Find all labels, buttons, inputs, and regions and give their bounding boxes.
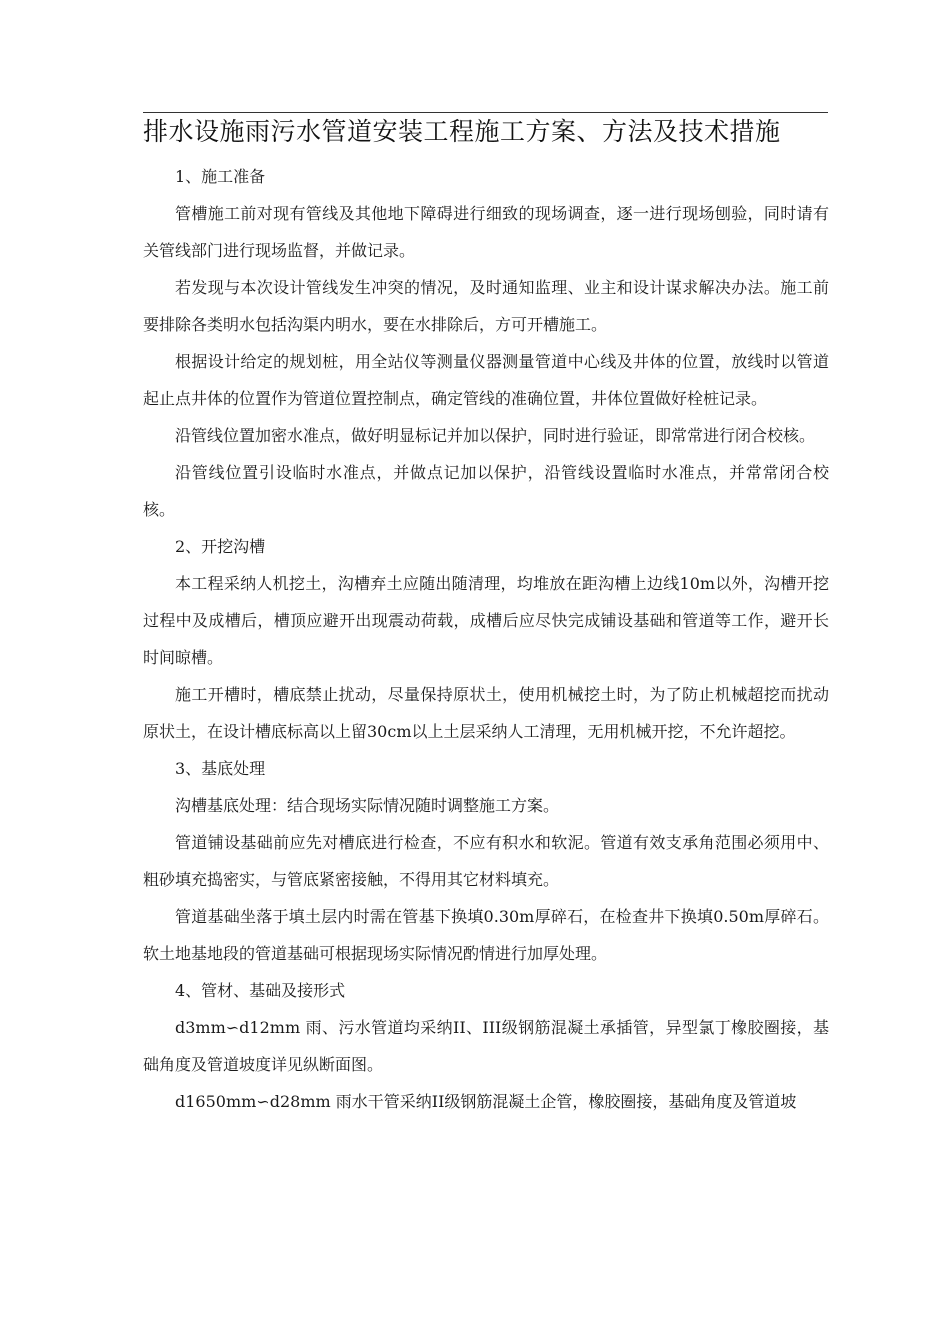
paragraph: 管道铺设基础前应先对槽底进行检查，不应有积水和软泥。管道有效支承角范围必须用中、粗砂填充捣密实，与管底紧密接触，不得用其它材料填充。: [143, 833, 829, 889]
paragraph: d1650mm∽d28mm 雨水干管采纳II级钢筋混凝土企管，橡胶圈接，基础角度及管道坡: [175, 1092, 797, 1111]
section-heading-pipe-materials: 4、管材、基础及接形式: [175, 981, 346, 1000]
paragraph: 施工开槽时，槽底禁止扰动，尽量保持原状土，使用机械挖土时，为了防止机械超挖而扰动原状土，在设计槽底标高以上留30cm以上土层采纳人工清理，无用机械开挖，不允许超挖。: [143, 685, 829, 741]
paragraph: 管槽施工前对现有管线及其他地下障碍进行细致的现场调查，逐一进行现场刨验，同时请有关管线部门进行现场监督，并做记录。: [143, 204, 829, 260]
paragraph: 本工程采纳人机挖土，沟槽弃土应随出随清理，均堆放在距沟槽上边线10m以外，沟槽开挖过程中及成槽后，槽顶应避开出现震动荷载，成槽后应尽快完成铺设基础和管道等工作，避开长时间晾槽。: [143, 574, 829, 667]
section-heading-preparation: 1、施工准备: [175, 167, 266, 186]
document-title: 排水设施雨污水管道安装工程施工方案、方法及技术措施: [143, 117, 781, 146]
section-heading-excavation: 2、开挖沟槽: [175, 537, 266, 556]
document-body: [143, 158, 829, 1120]
paragraph: 若发现与本次设计管线发生冲突的情况，及时通知监理、业主和设计谋求解决办法。施工前要排除各类明水包括沟渠内明水，要在水排除后，方可开槽施工。: [143, 278, 829, 334]
header-rule: [143, 112, 828, 113]
paragraph: 沟槽基底处理：结合现场实际情况随时调整施工方案。: [175, 796, 560, 815]
paragraph: 沿管线位置引设临时水准点，并做点记加以保护，沿管线设置临时水准点，并常常闭合校核。: [143, 463, 829, 519]
paragraph: 根据设计给定的规划桩，用全站仪等测量仪器测量管道中心线及井体的位置，放线时以管道起止点井体的位置作为管道位置控制点，确定管线的准确位置，井体位置做好栓桩记录。: [143, 352, 829, 408]
paragraph: 管道基础坐落于填土层内时需在管基下换填0.30m厚碎石，在检查井下换填0.50m厚碎石。软土地基地段的管道基础可根据现场实际情况酌情进行加厚处理。: [143, 907, 829, 963]
paragraph: 沿管线位置加密水准点，做好明显标记并加以保护，同时进行验证，即常常进行闭合校核。: [175, 426, 816, 445]
section-heading-foundation: 3、基底处理: [175, 759, 266, 778]
paragraph: d3mm∽d12mm 雨、污水管道均采纳II、III级钢筋混凝土承插管，异型氯丁橡胶圈接，基础角度及管道坡度详见纵断面图。: [143, 1018, 829, 1074]
